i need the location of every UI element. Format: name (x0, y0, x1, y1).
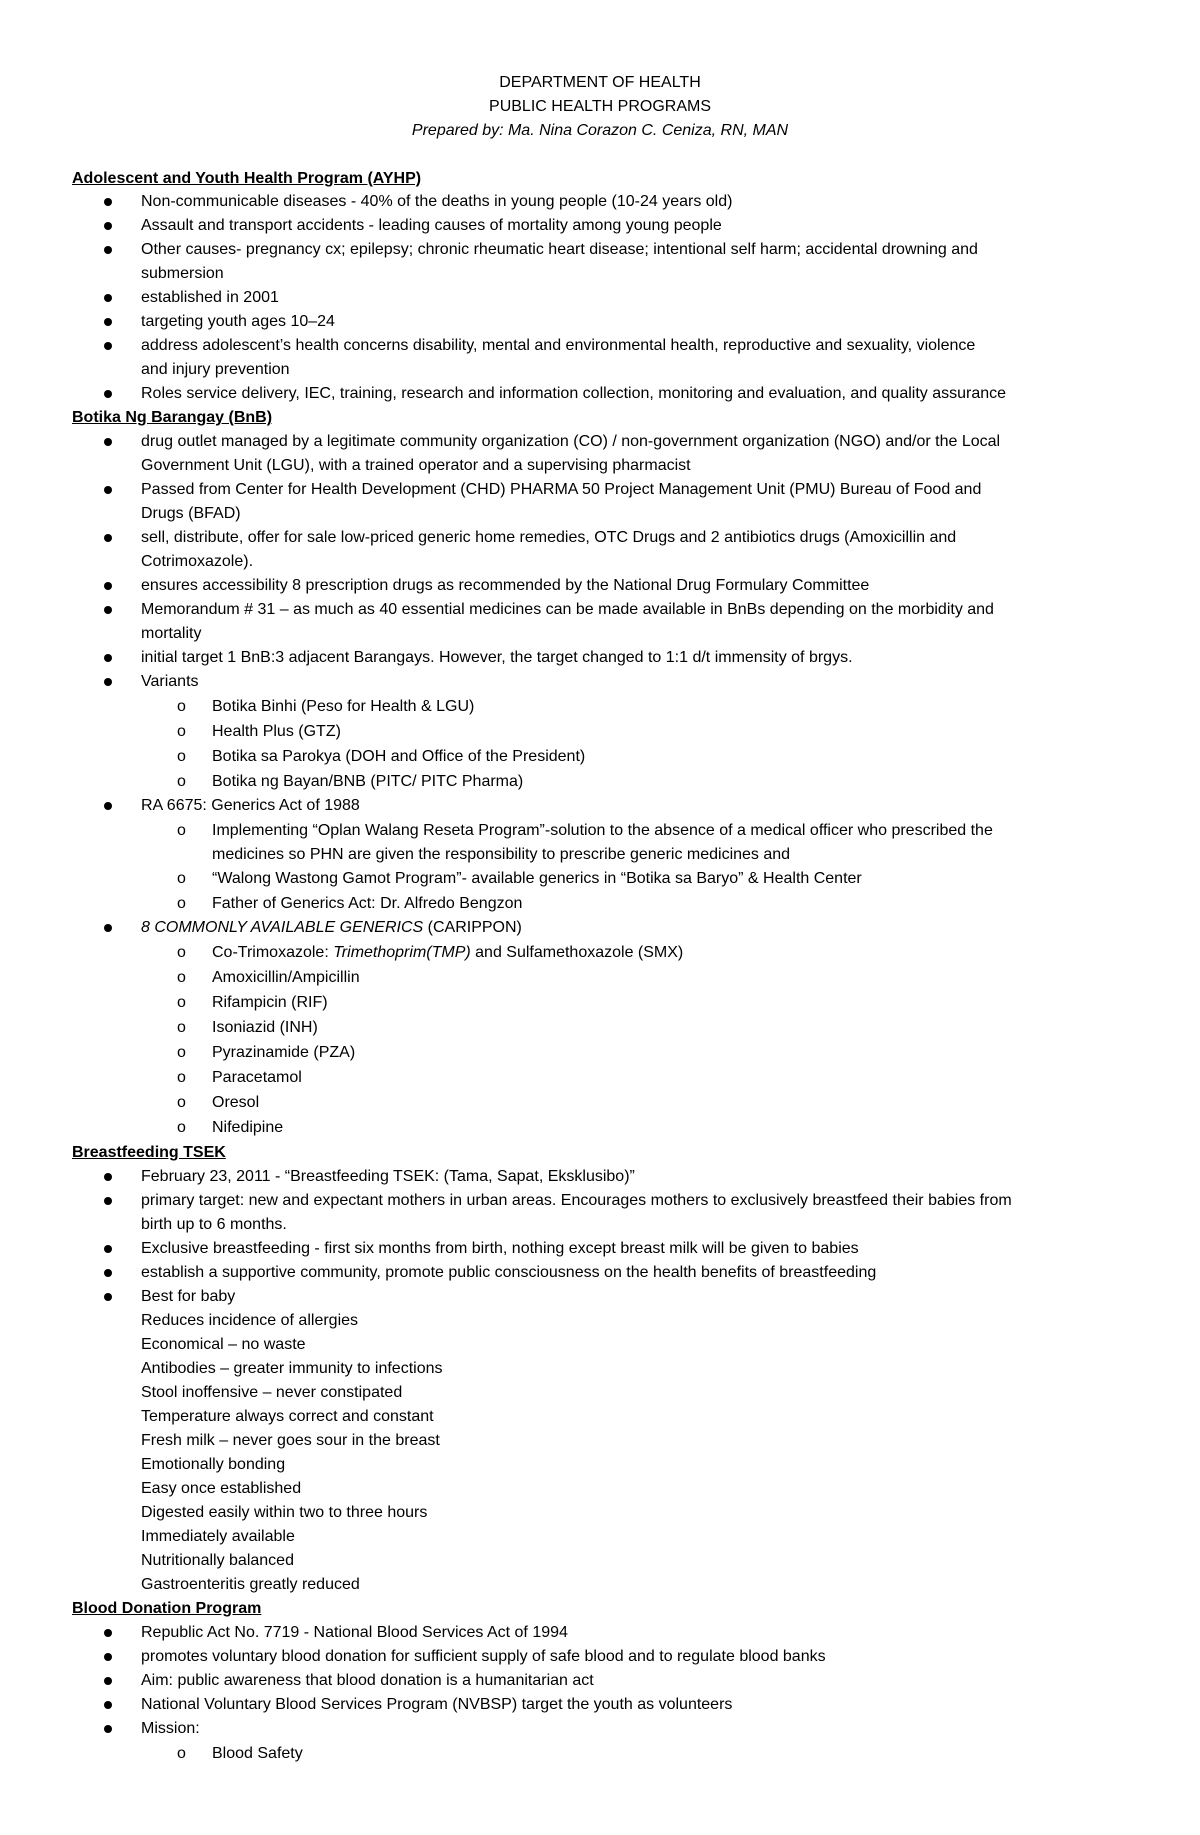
sub-list-item: Rifampicin (RIF) (212, 994, 328, 1011)
bullet-dot (104, 678, 112, 686)
bullet-dot (104, 342, 112, 350)
sub-bullet-circle: o (177, 944, 186, 961)
sub-bullet-circle: o (177, 1019, 186, 1036)
sub-bullet-circle: o (177, 1745, 186, 1762)
document-title: PUBLIC HEALTH PROGRAMS (489, 98, 711, 115)
list-item: Republic Act No. 7719 - National Blood Services Act of 1994 (141, 1624, 568, 1641)
bullet-dot (104, 1725, 112, 1733)
bullet-dot (104, 582, 112, 590)
bullet-dot (104, 1173, 112, 1181)
generics-acronym: (CARIPPON) (423, 919, 522, 936)
benefit-item: Digested easily within two to three hours (141, 1504, 428, 1521)
generics-heading: 8 COMMONLY AVAILABLE GENERICS (141, 919, 424, 936)
section-heading-breastfeeding: Breastfeeding TSEK (72, 1144, 226, 1161)
list-item: Non-communicable diseases - 40% of the deaths in young people (10-24 years old) (141, 193, 733, 210)
list-item: primary target: new and expectant mothers in urban areas. Encourages mothers to exclusively breastfeed their babies from (141, 1192, 1012, 1209)
benefit-item: Reduces incidence of allergies (141, 1312, 359, 1329)
sub-bullet-circle: o (177, 1094, 186, 1111)
bullet-dot (104, 924, 112, 932)
sub-list-item: Blood Safety (212, 1745, 303, 1762)
list-item-continued: birth up to 6 months. (141, 1216, 287, 1233)
list-item-continued: Drugs (BFAD) (141, 505, 241, 522)
list-item: National Voluntary Blood Services Program (NVBSP) target the youth as volunteers (141, 1696, 733, 1713)
bullet-dot (104, 1245, 112, 1253)
list-item: promotes voluntary blood donation for sufficient supply of safe blood and to regulate blood banks (141, 1648, 826, 1665)
sub-list-item: Botika Binhi (Peso for Health & LGU) (212, 698, 475, 715)
sub-bullet-circle: o (177, 895, 186, 912)
bullet-dot (104, 222, 112, 230)
department-title: DEPARTMENT OF HEALTH (499, 74, 701, 91)
list-item: Aim: public awareness that blood donation is a humanitarian act (141, 1672, 594, 1689)
list-item: established in 2001 (141, 289, 279, 306)
list-item-continued: and injury prevention (141, 361, 290, 378)
benefit-item: Economical – no waste (141, 1336, 306, 1353)
list-item: RA 6675: Generics Act of 1988 (141, 797, 360, 814)
sub-list-item: Father of Generics Act: Dr. Alfredo Bengzon (212, 895, 523, 912)
list-item: drug outlet managed by a legitimate community organization (CO) / non-government organization (NGO) and/or the Local (141, 433, 1001, 450)
list-item: ensures accessibility 8 prescription drugs as recommended by the National Drug Formulary Committee (141, 577, 870, 594)
bullet-dot (104, 1653, 112, 1661)
benefit-item: Stool inoffensive – never constipated (141, 1384, 403, 1401)
bullet-dot (104, 198, 112, 206)
sub-list-item: Botika sa Parokya (DOH and Office of the President) (212, 748, 586, 765)
generic-component: Trimethoprim(TMP) (333, 944, 471, 961)
list-item: Roles service delivery, IEC, training, research and information collection, monitoring and evaluation, and quality assurance (141, 385, 1007, 402)
sub-list-item: Health Plus (GTZ) (212, 723, 341, 740)
sub-list-item: Botika ng Bayan/BNB (PITC/ PITC Pharma) (212, 773, 524, 790)
sub-bullet-circle: o (177, 1119, 186, 1136)
sub-list-item: Paracetamol (212, 1069, 302, 1086)
prepared-by: Prepared by: Ma. Nina Corazon C. Ceniza, RN, MAN (411, 122, 789, 139)
benefit-item: Fresh milk – never goes sour in the breast (141, 1432, 440, 1449)
bullet-dot (104, 534, 112, 542)
generic-name: Co-Trimoxazole: (212, 944, 334, 961)
sub-list-item: Oresol (212, 1094, 260, 1111)
list-item: Exclusive breastfeeding - first six months from birth, nothing except breast milk will be given to babies (141, 1240, 859, 1257)
list-item: Passed from Center for Health Development (CHD) PHARMA 50 Project Management Unit (PMU) Bureau of Food and (141, 481, 982, 498)
bullet-dot (104, 486, 112, 494)
sub-bullet-circle: o (177, 723, 186, 740)
benefit-item: Easy once established (141, 1480, 302, 1497)
benefit-item: Nutritionally balanced (141, 1552, 294, 1569)
list-item: initial target 1 BnB:3 adjacent Barangays. However, the target changed to 1:1 d/t immensity of brgys. (141, 649, 853, 666)
sub-bullet-circle: o (177, 994, 186, 1011)
list-item: sell, distribute, offer for sale low-priced generic home remedies, OTC Drugs and 2 antibiotics drugs (Amoxicillin and (141, 529, 957, 546)
list-item: Best for baby (141, 1288, 236, 1305)
bullet-dot (104, 654, 112, 662)
bullet-dot (104, 802, 112, 810)
sub-list-item: Isoniazid (INH) (212, 1019, 318, 1036)
list-item: targeting youth ages 10–24 (141, 313, 335, 330)
sub-list-item: “Walong Wastong Gamot Program”- available generics in “Botika sa Baryo” & Health Center (212, 870, 862, 887)
list-item-continued: submersion (141, 265, 224, 282)
list-item: Mission: (141, 1720, 200, 1737)
sub-list-item (212, 943, 683, 963)
bullet-dot (104, 1197, 112, 1205)
benefit-item: Immediately available (141, 1528, 295, 1545)
bullet-dot (104, 1293, 112, 1301)
bullet-dot (104, 1629, 112, 1637)
bullet-dot (104, 294, 112, 302)
list-item-continued: Cotrimoxazole). (141, 553, 254, 570)
sub-list-item: Implementing “Oplan Walang Reseta Program”-solution to the absence of a medical officer who prescribed the (212, 822, 993, 839)
bullet-dot (104, 1677, 112, 1685)
bullet-dot (104, 246, 112, 254)
list-item-continued: mortality (141, 625, 202, 642)
sub-list-item-continued: medicines so PHN are given the responsibility to prescribe generic medicines and (212, 846, 791, 863)
benefit-item: Antibodies – greater immunity to infections (141, 1360, 443, 1377)
sub-bullet-circle: o (177, 698, 186, 715)
sub-bullet-circle: o (177, 969, 186, 986)
bullet-dot (104, 390, 112, 398)
list-item: address adolescent’s health concerns disability, mental and environmental health, reproductive and sexuality, violence (141, 337, 976, 354)
sub-bullet-circle: o (177, 822, 186, 839)
list-item: Memorandum # 31 – as much as 40 essential medicines can be made available in BnBs depending on the morbidity and (141, 601, 994, 618)
sub-bullet-circle: o (177, 1069, 186, 1086)
benefit-item: Gastroenteritis greatly reduced (141, 1576, 360, 1593)
benefit-item: Temperature always correct and constant (141, 1408, 434, 1425)
bullet-dot (104, 1269, 112, 1277)
list-item: February 23, 2011 - “Breastfeeding TSEK: (Tama, Sapat, Eksklusibo)” (141, 1168, 635, 1185)
benefit-item: Emotionally bonding (141, 1456, 286, 1473)
sub-list-item: Nifedipine (212, 1119, 284, 1136)
section-heading-ayhp: Adolescent and Youth Health Program (AYHP) (72, 170, 422, 187)
bullet-dot (104, 318, 112, 326)
bullet-dot (104, 438, 112, 446)
section-heading-blood-donation: Blood Donation Program (72, 1600, 262, 1617)
list-item: establish a supportive community, promote public consciousness on the health benefits of breastfeeding (141, 1264, 877, 1281)
sub-bullet-circle: o (177, 773, 186, 790)
bullet-dot (104, 606, 112, 614)
bullet-dot (104, 1701, 112, 1709)
section-heading-bnb: Botika Ng Barangay (BnB) (72, 409, 273, 426)
list-item (141, 918, 522, 938)
list-item: Variants (141, 673, 199, 690)
sub-bullet-circle: o (177, 1044, 186, 1061)
generic-component-rest: and Sulfamethoxazole (SMX) (470, 944, 684, 961)
sub-bullet-circle: o (177, 748, 186, 765)
sub-list-item: Amoxicillin/Ampicillin (212, 969, 360, 986)
list-item: Assault and transport accidents - leading causes of mortality among young people (141, 217, 722, 234)
list-item: Other causes- pregnancy cx; epilepsy; chronic rheumatic heart disease; intentional self harm; accidental drowning and (141, 241, 978, 258)
list-item-continued: Government Unit (LGU), with a trained operator and a supervising pharmacist (141, 457, 691, 474)
sub-bullet-circle: o (177, 870, 186, 887)
sub-list-item: Pyrazinamide (PZA) (212, 1044, 356, 1061)
